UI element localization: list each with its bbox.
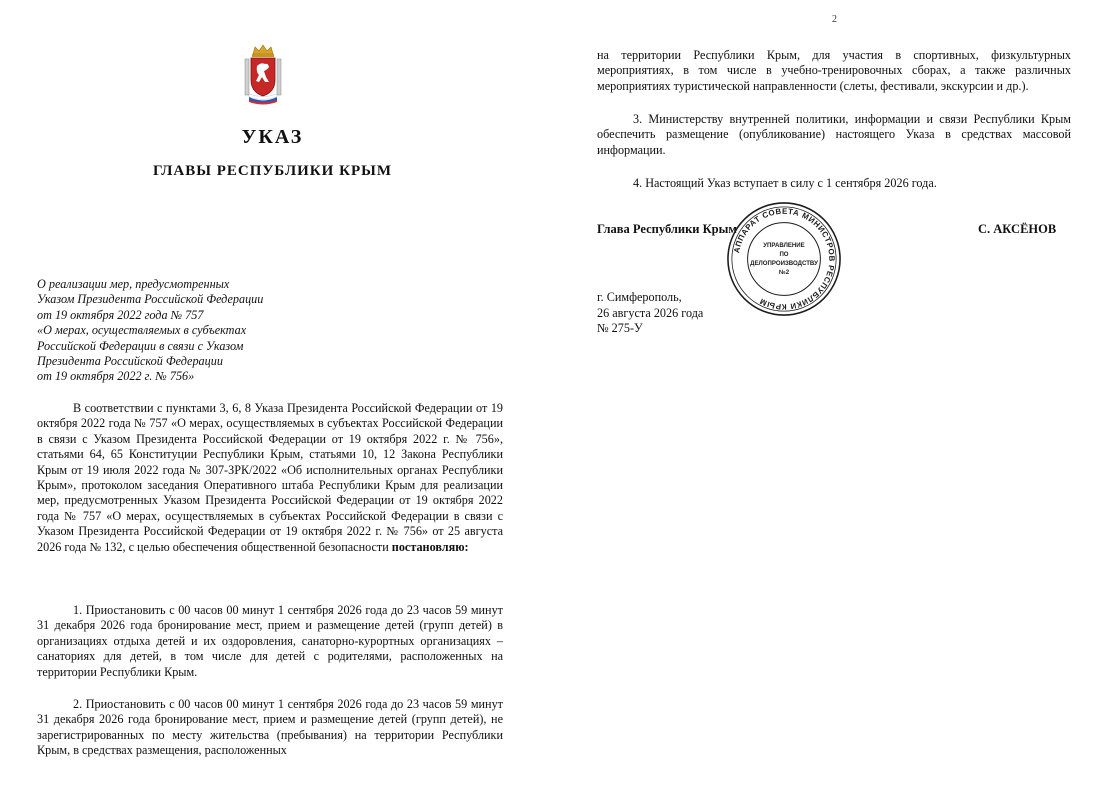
stamp-inner-line: №2	[778, 268, 790, 276]
main-paragraph	[37, 401, 503, 555]
decree-number-line: № 275-У	[597, 321, 643, 336]
stamp-outer-text: АППАРАТ СОВЕТА МИНИСТРОВ РЕСПУБЛИКИ КРЫМ	[732, 206, 837, 312]
paragraph-4: 4. Настоящий Указ вступает в силу с 1 сентября 2026 года.	[633, 176, 937, 190]
preamble-line: Президента Российской Федерации	[37, 354, 223, 369]
preamble-line: Российской Федерации в связи с Указом	[37, 338, 244, 353]
continuation-paragraph: на территории Республики Крым, для участия в спортивных, физкультурных мероприятиях, в том числе в учебно-тренировочных сборах, а также различных мероприятиях туристической направленности (слеты, фестивали, экскурсии и др.).	[597, 48, 1071, 93]
stamp-inner-line: УПРАВЛЕНИЕ	[763, 242, 805, 250]
stamp-inner-line: ДЕЛОПРОИЗВОДСТВУ	[750, 259, 818, 267]
decree-title: УКАЗ	[241, 126, 304, 148]
signature-position: Глава Республики Крым	[597, 222, 737, 236]
date-line: 26 августа 2026 года	[597, 305, 704, 320]
page-number: 2	[832, 14, 837, 25]
official-stamp-icon	[725, 200, 843, 318]
main-paragraph-text: В соответствии с пунктами 3, 6, 8 Указа Президента Российской Федерации от 19 октября 2022 года № 757 «О мерах, осуществляемых в субъектах Российской Федерации в связи с Указом Президента Российской Федерации от 19 октября 2022 г. № 756», статьями 64, 65 Конституции Республики Крым, статьями 10, 12 Закона Республики Крым от 19 июля 2022 года № 307-ЗРК/2022 «Об исполнительных органах Республики Крым», протоколом заседания Оперативного штаба Республики Крым для реализации мер, предусмотренных Указом Президента Российской Федерации от 19 октября 2022 года № 757 «О мерах, осуществляемых в субъектах Российской Федерации в связи с Указом Президента Российской Федерации от 19 октября 2022 г. № 756» от 25 августа 2026 года № 132, с целью обеспечения общественной безопасности	[37, 401, 503, 554]
place-date-number	[597, 290, 703, 337]
signature-name: С. АКСЁНОВ	[978, 222, 1057, 236]
decree-subtitle: ГЛАВЫ РЕСПУБЛИКИ КРЫМ	[152, 163, 393, 179]
paragraph-2: 2. Приостановить с 00 часов 00 минут 1 сентября 2026 года до 23 часов 59 минут 31 декабря 2026 года бронирование мест, прием и размещение детей (групп детей), не зарегистрированных по месту жительства (пребывания) на территории Республики Крым, в средствах размещения, расположенных	[37, 697, 503, 758]
decree-preamble-title	[37, 277, 337, 385]
paragraph-1: 1. Приостановить с 00 часов 00 минут 1 сентября 2026 года до 23 часов 59 минут 31 декабря 2026 года бронирование мест, прием и размещение детей (групп детей) в организациях отдыха детей и их оздоровления, санаторно-курортных организациях – санаториях для детей, в том числе для детей с родителями, расположенных на территории Республики Крым.	[37, 603, 503, 679]
preamble-line: от 19 октября 2022 года № 757	[37, 307, 204, 322]
paragraph-3: 3. Министерству внутренней политики, информации и связи Республики Крым обеспечить размещение (опубликование) настоящего Указа в средствах массовой информации.	[597, 112, 1071, 157]
right-page	[545, 0, 1099, 800]
preamble-line: от 19 октября 2022 г. № 756»	[37, 369, 195, 384]
left-page	[0, 0, 545, 800]
place-line: г. Симферополь,	[597, 290, 682, 304]
stamp-inner-line: ПО	[779, 251, 789, 259]
main-paragraph-bold: постановляю:	[391, 539, 469, 554]
preamble-line: О реализации мер, предусмотренных	[37, 277, 230, 291]
crimea-coat-of-arms-icon	[243, 44, 283, 106]
preamble-line: Указом Президента Российской Федерации	[37, 292, 264, 307]
preamble-line: «О мерах, осуществляемых в субъектах	[37, 323, 247, 338]
